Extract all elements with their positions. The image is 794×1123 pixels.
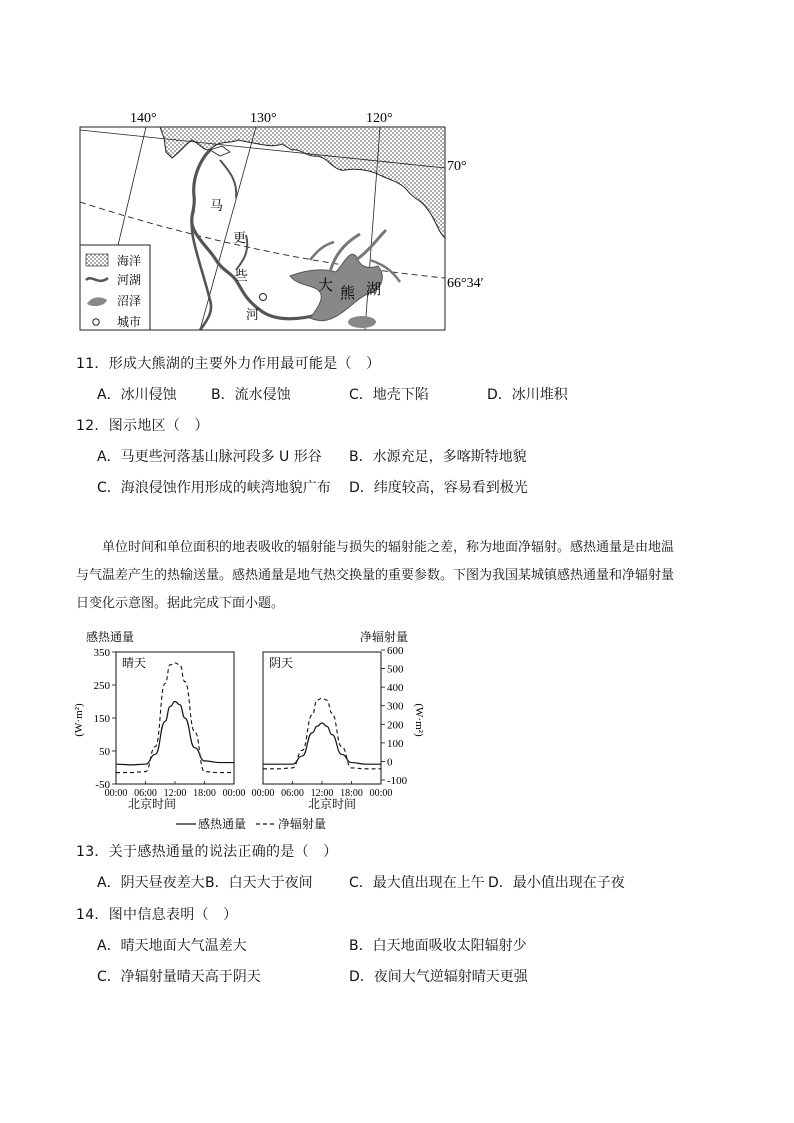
right-tick-label-1: 500 — [387, 663, 404, 676]
q11-option-d[interactable]: D．冰川堆积 — [487, 387, 568, 403]
legend-city: 城市 — [117, 315, 142, 329]
river-char-1: 马 — [210, 199, 224, 214]
passage-line-3: 日变化示意图。据此完成下面小题。 — [76, 596, 285, 611]
lon-label-120: 120° — [366, 111, 393, 126]
q12-option-d[interactable]: D．纬度较高，容易看到极光 — [349, 480, 528, 496]
panel-label-0: 晴天 — [122, 656, 147, 670]
panel-frame-0 — [116, 652, 234, 784]
q13-option-a[interactable]: A．阴天昼夜差大 — [97, 875, 205, 891]
q14-option-c[interactable]: C．净辐射量晴天高于阴天 — [97, 969, 261, 985]
left-tick-label-4: -50 — [95, 779, 110, 791]
x-tick-label-1-2: 12:00 — [310, 788, 334, 799]
q11-option-b[interactable]: B．流水侵蚀 — [211, 387, 291, 403]
lake-char-1: 大 — [318, 276, 334, 294]
sensible-heat-line-1 — [263, 723, 381, 764]
legend-river: 河湖 — [117, 273, 142, 287]
city-marker — [260, 294, 267, 301]
lon-label-140: 140° — [130, 111, 157, 126]
river-char-3: 些 — [235, 269, 249, 284]
x-tick-label-1-0: 00:00 — [251, 788, 275, 799]
q13-option-c[interactable]: C．最大值出现在上午 — [349, 875, 485, 891]
left-tick-label-1: 250 — [93, 680, 110, 692]
panel-label-1: 阴天 — [269, 656, 294, 670]
sensible-heat-line-0 — [116, 702, 234, 765]
left-unit-label: (W·m²) — [73, 703, 85, 737]
x-axis-label-right: 北京时间 — [307, 797, 357, 811]
right-tick-label-6: 0 — [387, 756, 393, 769]
lat-label-70: 70° — [447, 159, 467, 174]
right-unit-label: (W·m²) — [413, 703, 425, 737]
legend-ocean: 海洋 — [117, 254, 142, 268]
question-13-stem: 13．关于感热通量的说法正确的是（ ） — [76, 844, 338, 860]
q12-option-a[interactable]: A．马更些河落基山脉河段多 U 形谷 — [97, 449, 322, 465]
heat-flux-chart — [70, 628, 430, 836]
bear-lake-map — [60, 100, 484, 340]
reading-passage — [76, 534, 736, 618]
x-tick-label-0-3: 18:00 — [193, 788, 216, 799]
right-tick-label-0: 600 — [387, 645, 404, 657]
passage-line-2: 与气温差产生的热输送量。感热通量是地气热交换量的重要参数。下图为我国某城镇感热通量和净辐射量 — [76, 568, 675, 583]
passage-line-1: 单位时间和单位面积的地表吸收的辐射能与损失的辐射能之差，称为地面净辐射。感热通量是由地温 — [102, 540, 675, 555]
left-tick-label-2: 150 — [93, 713, 110, 725]
right-axis-title: 净辐射量 — [360, 630, 409, 644]
legend-sensible-heat: 感热通量 — [198, 817, 247, 831]
lake-char-2: 熊 — [340, 284, 356, 302]
left-tick-label-3: 50 — [99, 746, 110, 758]
legend-swamp: 沼泽 — [117, 294, 142, 308]
river-char-4: 河 — [246, 308, 260, 323]
q13-option-b[interactable]: B．白天大于夜间 — [205, 875, 313, 891]
lon-label-130: 130° — [250, 111, 277, 126]
lat-label-arctic: 66°34′ — [447, 276, 484, 291]
question-12-stem: 12．图示地区（ ） — [76, 418, 209, 434]
x-tick-label-0-4: 00:00 — [222, 788, 246, 799]
right-tick-label-5: 100 — [387, 737, 404, 750]
ocean-area — [160, 127, 445, 238]
q12-option-c[interactable]: C．海浪侵蚀作用形成的峡湾地貌广布 — [97, 480, 331, 496]
lake-char-3: 湖 — [366, 280, 382, 298]
q14-option-d[interactable]: D．夜间大气逆辐射晴天更强 — [349, 969, 528, 985]
q12-option-b[interactable]: B．水源充足，多喀斯特地貌 — [349, 449, 527, 465]
q11-option-a[interactable]: A．冰川侵蚀 — [97, 387, 177, 403]
right-tick-label-2: 400 — [387, 682, 404, 695]
net-radiation-line-1 — [263, 698, 381, 769]
river-char-2: 更 — [233, 231, 247, 246]
right-tick-label-3: 300 — [387, 700, 404, 713]
x-tick-label-1-3: 18:00 — [340, 788, 363, 799]
left-tick-label-0: 350 — [93, 647, 110, 659]
x-tick-label-0-2: 12:00 — [163, 788, 187, 799]
q13-option-d[interactable]: D．最小值出现在子夜 — [488, 875, 625, 891]
q11-option-c[interactable]: C．地壳下陷 — [349, 387, 429, 403]
x-tick-label-0-1: 06:00 — [134, 788, 157, 799]
right-tick-label-7: -100 — [387, 775, 408, 787]
x-axis-label-left: 北京时间 — [127, 797, 177, 811]
question-11-stem: 11．形成大熊湖的主要外力作用最可能是（ ） — [76, 356, 381, 372]
left-axis-title: 感热通量 — [86, 630, 135, 644]
x-tick-label-1-4: 00:00 — [369, 788, 393, 799]
x-tick-label-1-1: 06:00 — [281, 788, 304, 799]
q14-option-a[interactable]: A．晴天地面大气温差大 — [97, 938, 247, 954]
right-tick-label-4: 200 — [387, 719, 404, 732]
question-14-stem: 14．图中信息表明（ ） — [76, 907, 238, 923]
x-tick-label-0-0: 00:00 — [104, 788, 128, 799]
net-radiation-line-0 — [116, 663, 234, 773]
q14-option-b[interactable]: B．白天地面吸收太阳辐射少 — [349, 938, 527, 954]
legend-net-radiation: 净辐射量 — [278, 817, 327, 831]
